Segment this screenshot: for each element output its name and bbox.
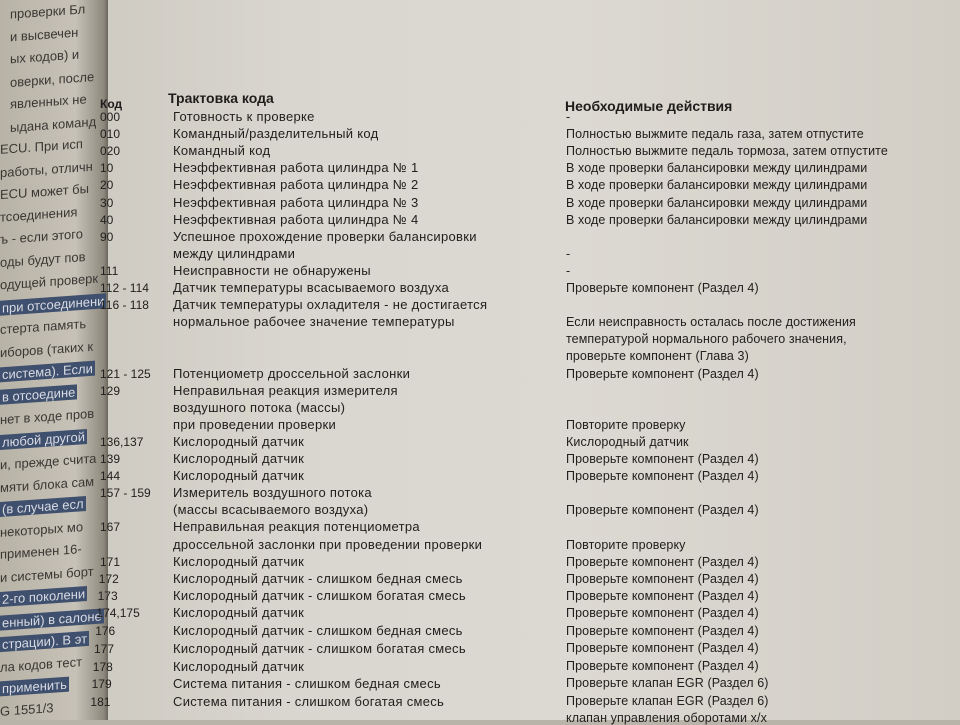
table-row — [0, 126, 960, 143]
row-description: Неисправности не обнаружены — [173, 262, 371, 278]
table-row — [0, 485, 960, 502]
row-description: Измеритель воздушного потока — [173, 485, 372, 501]
row-description: воздушного потока (массы) — [173, 399, 346, 415]
row-action: Повторите проверку — [566, 417, 686, 432]
row-code: 157 - 159 — [100, 486, 151, 501]
left-page-fragment: ECU может бы — [0, 180, 89, 203]
table-row — [0, 605, 960, 622]
table-row — [0, 554, 960, 571]
row-action: Проверьте клапан EGR (Раздел 6) — [566, 676, 769, 691]
row-description: Командный код — [173, 143, 271, 159]
row-description: Неправильная реакция измерителя — [173, 382, 398, 398]
table-row — [0, 348, 960, 365]
row-code: 172 — [98, 571, 119, 586]
row-action: Если неисправность осталась после достижения — [566, 315, 856, 330]
row-action: - — [566, 110, 571, 124]
table-row — [0, 673, 960, 690]
row-action: клапан управления оборотами х/х — [566, 711, 767, 725]
table-row — [0, 331, 960, 348]
table-row — [0, 468, 960, 485]
row-action: Полностью выжмите педаль газа, затем отпустите — [566, 127, 864, 142]
left-page-fragment: ъ - если этого — [0, 226, 83, 247]
row-action: Полностью выжмите педаль тормоза, затем отпустите — [566, 144, 888, 159]
table-row — [0, 158, 960, 180]
row-description: Кислородный датчик — [173, 658, 305, 674]
left-page-fragment: и системы борт — [0, 563, 94, 585]
row-description: Система питания - слишком богатая смесь — [173, 693, 445, 709]
left-page-fragment: любой другой — [2, 428, 86, 450]
row-description: дроссельной заслонки при проведении проверки — [173, 536, 483, 552]
left-page-fragment: явленных не — [10, 91, 87, 112]
row-action: - — [566, 246, 571, 261]
row-action: В ходе проверки балансировки между цилиндрами — [566, 161, 868, 176]
row-code: 139 — [100, 452, 121, 466]
table-row — [0, 229, 960, 246]
row-code: 10 — [100, 161, 114, 176]
left-page-fragment: проверки Бл — [10, 1, 86, 22]
row-action: - — [566, 263, 571, 278]
row-action: Проверьте компонент (Раздел 4) — [566, 623, 759, 638]
row-description: Система питания - слишком бедная смесь — [173, 676, 441, 692]
left-page-fragment: ыдана команд — [10, 113, 97, 135]
row-description: Кислородный датчик - слишком бедная смесь — [173, 570, 463, 586]
table-row — [0, 246, 960, 263]
left-page-fragment: 2-го поколени — [2, 586, 86, 607]
left-page-fragment: работы, отличн — [0, 158, 93, 180]
left-page-fragment: некоторых мо — [0, 518, 84, 540]
left-page-fragment: применить — [2, 676, 67, 697]
table-row — [0, 622, 960, 639]
row-description: Готовность к проверке — [173, 109, 315, 124]
row-description: Датчик температуры всасываемого воздуха — [173, 280, 450, 295]
row-action: Проверьте компонент (Раздел 4) — [566, 588, 759, 603]
row-code: 177 — [94, 641, 115, 656]
row-action: Проверьте клапан EGR (Раздел 6) — [566, 693, 769, 708]
row-description: Кислородный датчик — [173, 451, 305, 466]
row-code: 112 - 114 — [100, 281, 149, 295]
table-row — [0, 653, 960, 675]
row-code: 111 — [100, 263, 119, 278]
row-action: Повторите проверку — [566, 537, 686, 552]
left-page-fragment: страции). В эт — [2, 631, 88, 652]
table-row — [0, 177, 960, 194]
row-description: при проведении проверки — [173, 416, 337, 432]
row-description: нормальное рабочее значение температуры — [173, 314, 455, 330]
row-description: Потенциометр дроссельной заслонки — [173, 365, 411, 381]
row-code: 40 — [100, 212, 114, 227]
table-row — [0, 109, 960, 126]
row-action: Проверьте компонент (Раздел 4) — [566, 281, 759, 295]
row-code: 174,175 — [96, 606, 140, 621]
table-row — [0, 143, 960, 160]
table-row — [0, 434, 960, 451]
row-description: Кислородный датчик - слишком бедная смесь — [173, 623, 463, 639]
table-row — [0, 537, 960, 554]
row-action: Проверьте компонент (Раздел 4) — [566, 452, 759, 466]
row-description: Кислородный датчик - слишком богатая смесь — [173, 587, 466, 603]
row-code: 144 — [100, 469, 121, 484]
row-code: 20 — [100, 178, 114, 193]
row-description: (массы всасываемого воздуха) — [173, 502, 369, 518]
table-row — [0, 297, 960, 314]
row-code: 136,137 — [100, 434, 144, 449]
left-page-fragment: ла кодов тест — [0, 653, 83, 675]
table-row — [0, 519, 960, 536]
left-page-fragment: в отсоедине — [2, 383, 76, 405]
left-page-fragment: одущей проверк — [0, 270, 99, 293]
row-code: 171 — [100, 554, 121, 569]
row-code: 181 — [90, 694, 111, 709]
table-row — [0, 451, 960, 468]
left-page-fragment: применен 16- — [0, 541, 82, 562]
row-description: Кислородный датчик — [173, 468, 305, 484]
table-row — [0, 588, 960, 605]
table-row — [0, 314, 960, 331]
row-code: 30 — [100, 195, 114, 210]
left-page-fragment: ECU. При исп — [0, 136, 83, 157]
table-row — [0, 195, 960, 212]
row-action: Проверьте компонент (Раздел 4) — [566, 658, 759, 673]
table-row — [0, 417, 960, 434]
row-description: между цилиндрами — [173, 245, 296, 261]
row-description: Кислородный датчик — [173, 553, 305, 569]
row-description: Кислородный датчик — [173, 433, 305, 449]
row-action: Проверьте компонент (Раздел 4) — [566, 571, 759, 586]
left-page-fragment: G 1551/3 — [0, 699, 54, 719]
row-code: 020 — [100, 144, 121, 159]
left-page-fragment: иборов (таких к — [0, 338, 94, 360]
table-row — [0, 690, 960, 707]
table-row — [0, 708, 960, 725]
row-code: 116 - 118 — [100, 298, 149, 313]
row-code: 000 — [100, 110, 121, 124]
table-row — [0, 263, 960, 280]
row-description: Неэффективная работа цилиндра № 3 — [173, 194, 419, 210]
row-description: Кислородный датчик — [173, 605, 305, 621]
row-code: 176 — [95, 624, 116, 639]
left-page-fragment: стерта память — [0, 315, 87, 338]
row-code: 010 — [100, 127, 121, 142]
row-code: 90 — [100, 229, 114, 244]
left-page-fragment: при отсоединени — [2, 292, 105, 316]
row-action: Проверьте компонент (Раздел 4) — [566, 366, 759, 381]
row-code: 178 — [92, 659, 113, 674]
table-row — [0, 639, 960, 656]
row-action: Проверьте компонент (Раздел 4) — [566, 469, 759, 484]
table-row — [0, 383, 960, 400]
header-action: Необходимые действия — [565, 98, 733, 114]
left-page-fragment: енный) в салоне — [2, 608, 102, 630]
row-description: Неэффективная работа цилиндра № 2 — [173, 177, 419, 193]
row-action: проверьте компонент (Глава 3) — [566, 349, 749, 364]
row-code: 129 — [100, 383, 121, 398]
left-page-fragment: (в случае есл — [2, 496, 84, 517]
table-row — [0, 280, 960, 297]
left-page-fragment: мяти блока сам — [0, 473, 95, 495]
row-description: Успешное прохождение проверки балансировки — [173, 228, 477, 244]
row-action: В ходе проверки балансировки между цилиндрами — [566, 178, 868, 193]
left-page-fragment: нет в ходе пров — [0, 405, 95, 428]
table-row — [0, 400, 960, 417]
row-code: 121 - 125 — [100, 366, 151, 381]
table-row — [0, 571, 960, 588]
row-code: 173 — [97, 588, 118, 603]
table-row — [0, 502, 960, 519]
row-description: Кислородный датчик - слишком богатая смесь — [173, 640, 466, 656]
header-description: Трактовка кода — [168, 90, 274, 106]
row-description: Командный/разделительный код — [173, 126, 379, 142]
row-description: Неэффективная работа цилиндра № 1 — [173, 160, 419, 176]
left-page-fragment: система). Если — [2, 360, 93, 383]
row-code: 179 — [91, 677, 112, 692]
row-action: Проверьте компонент (Раздел 4) — [566, 503, 759, 518]
row-description: Неправильная реакция потенциометра — [173, 519, 420, 535]
left-page-fragment: и, прежде счита — [0, 450, 97, 473]
left-page-fragment: оверки, после — [10, 68, 95, 90]
row-action: В ходе проверки балансировки между цилиндрами — [566, 212, 868, 227]
row-description: Датчик температуры охладителя - не достигается — [173, 297, 488, 313]
left-page-fragment: и высвечен — [10, 24, 79, 44]
row-action: Проверьте компонент (Раздел 4) — [566, 641, 759, 656]
row-action: температурой нормального рабочего значения, — [566, 332, 847, 347]
table-row — [0, 366, 960, 383]
row-code: 167 — [100, 520, 121, 535]
left-page-fragment: ых кодов) и — [10, 46, 80, 67]
row-action: В ходе проверки балансировки между цилиндрами — [566, 195, 868, 210]
row-action: Проверьте компонент (Раздел 4) — [566, 554, 759, 569]
row-description: Неэффективная работа цилиндра № 4 — [173, 211, 419, 227]
row-action: Кислородный датчик — [566, 434, 689, 449]
header-code: Код — [100, 97, 123, 111]
table-row — [0, 212, 960, 229]
left-page-fragment: оды будут пов — [0, 248, 86, 270]
row-action: Проверьте компонент (Раздел 4) — [566, 606, 759, 621]
left-page-fragment: тсоединения — [0, 203, 78, 225]
